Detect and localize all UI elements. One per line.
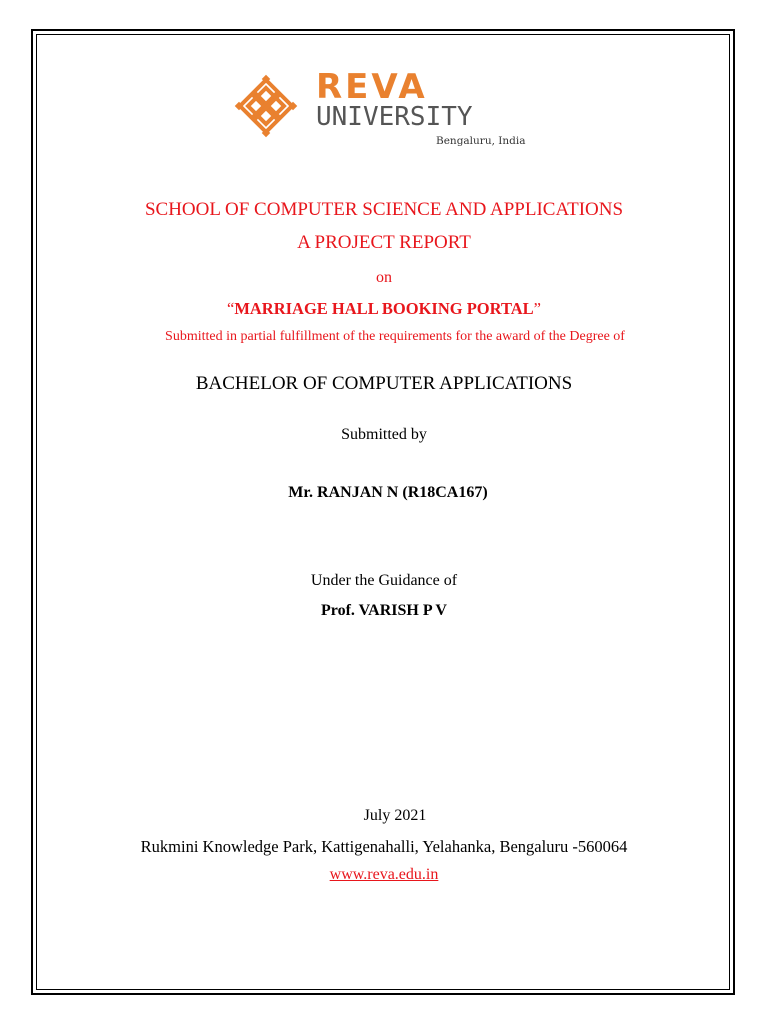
on-label: on: [376, 269, 392, 286]
submitted-by-label: Submitted by: [341, 426, 427, 443]
quote-open: “: [226, 299, 235, 318]
guide-name: Prof. VARISH P V: [321, 602, 447, 619]
project-title-text: MARRIAGE HALL BOOKING PORTAL: [234, 299, 534, 318]
logo-university-text: UNIVERSITY: [316, 102, 473, 132]
website-link[interactable]: www.reva.edu.in: [329, 866, 439, 883]
address: Rukmini Knowledge Park, Kattigenahalli, Yelahanka, Bengaluru -560064: [140, 837, 628, 856]
university-logo: [234, 68, 554, 152]
project-title: [0, 299, 768, 319]
report-type-heading: A PROJECT REPORT: [297, 232, 471, 253]
submission-note: Submitted in partial fulfillment of the requirements for the award of the Degree of: [165, 329, 625, 344]
logo-location: Bengaluru, India: [436, 135, 526, 147]
degree-name: BACHELOR OF COMPUTER APPLICATIONS: [195, 373, 573, 394]
report-date: July 2021: [363, 807, 427, 824]
guidance-label: Under the Guidance of: [310, 572, 458, 589]
student-name: Mr. RANJAN N (R18CA167): [288, 484, 488, 501]
quote-close: ”: [533, 299, 541, 318]
logo-brand-text: REVA: [316, 67, 428, 107]
endless-knot-icon: [234, 74, 298, 138]
school-heading: SCHOOL OF COMPUTER SCIENCE AND APPLICATIONS: [144, 199, 624, 220]
website-line: [0, 866, 768, 884]
